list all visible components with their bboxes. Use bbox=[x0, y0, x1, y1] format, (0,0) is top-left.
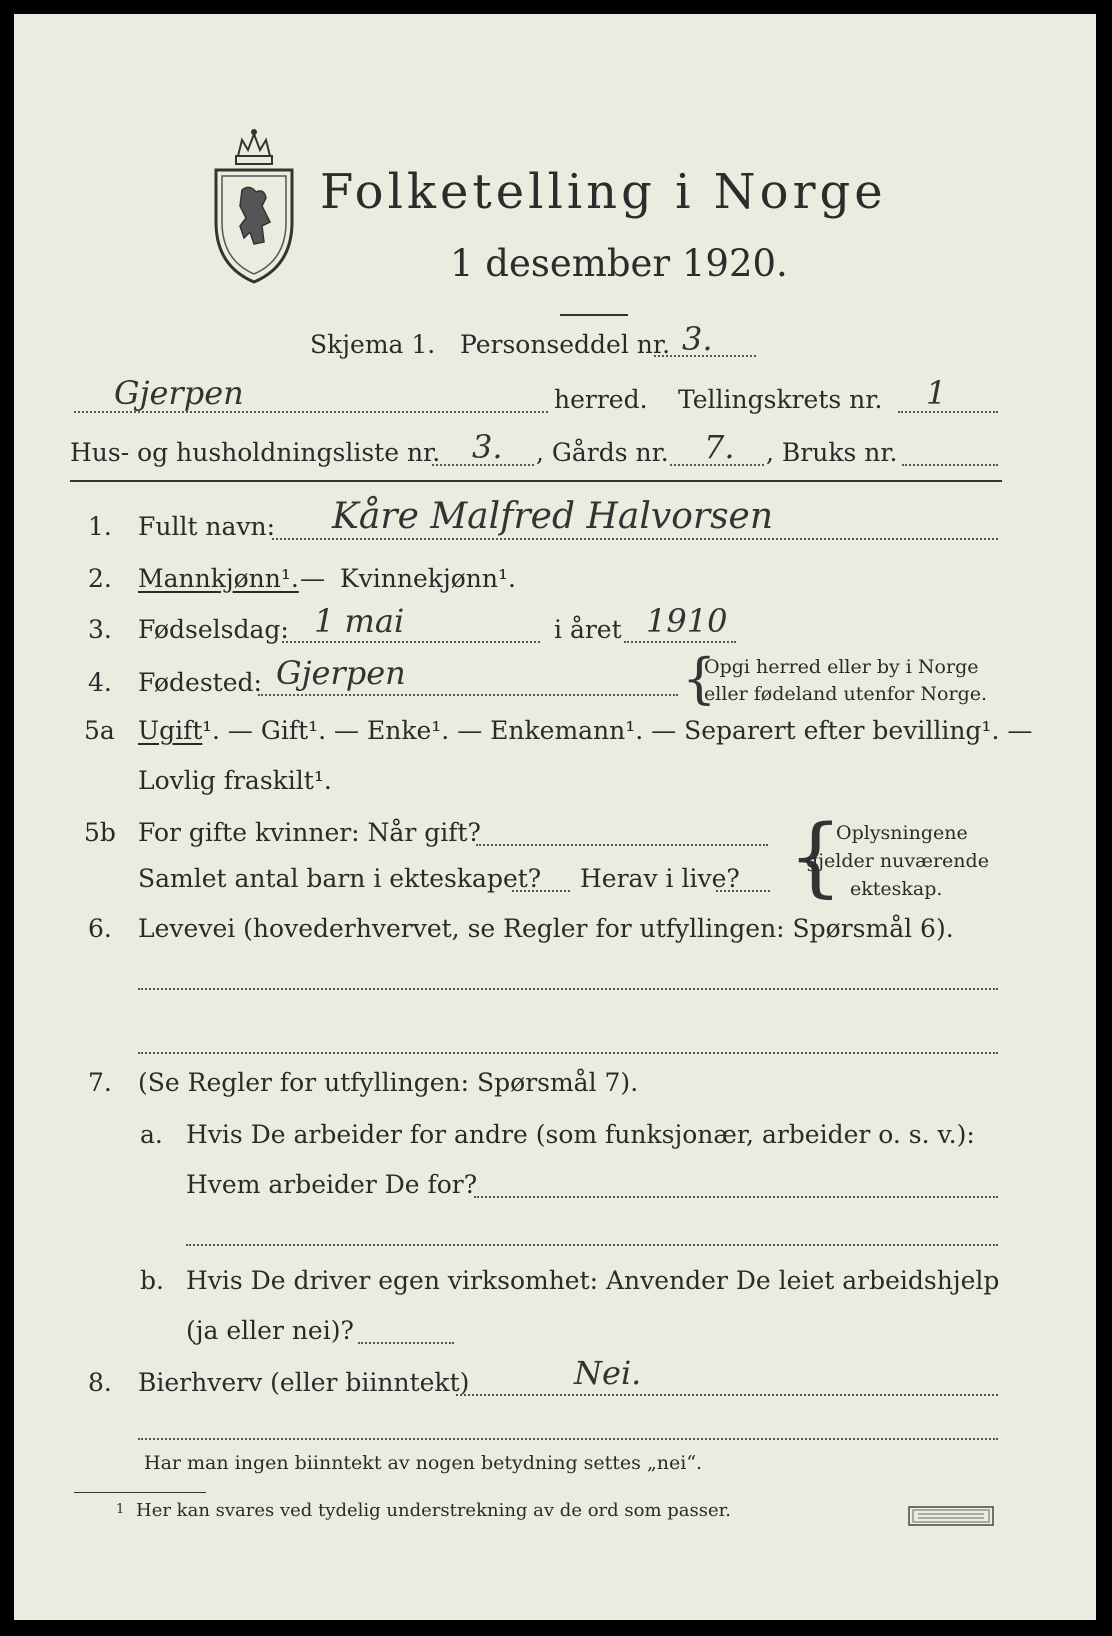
married-when-field[interactable] bbox=[476, 844, 768, 846]
gender-female-option[interactable]: Kvinnekjønn¹. bbox=[340, 564, 516, 593]
q1-label: Fullt navn: bbox=[138, 512, 276, 541]
married-when-label: For gifte kvinner: Når gift? bbox=[138, 818, 481, 847]
birth-year-value: 1910 bbox=[646, 602, 728, 640]
q3-label: Fødselsdag: bbox=[138, 615, 289, 644]
q4-brace: { bbox=[682, 647, 717, 710]
census-date: 1 desember 1920. bbox=[450, 242, 788, 285]
gards-label: , Gårds nr. bbox=[536, 438, 669, 467]
bruks-field[interactable] bbox=[902, 464, 998, 466]
side-income-value: Nei. bbox=[574, 1354, 642, 1392]
birthplace-note-2: eller fødeland utenfor Norge. bbox=[704, 683, 988, 705]
full-name-field[interactable] bbox=[272, 538, 998, 540]
q7-label: (Se Regler for utfyllingen: Spørsmål 7). bbox=[138, 1068, 639, 1097]
tellingskrets-field[interactable] bbox=[898, 411, 998, 413]
q6-number: 6. bbox=[88, 914, 112, 943]
printer-stamp-icon bbox=[908, 1504, 994, 1528]
birthplace-value: Gjerpen bbox=[276, 654, 406, 692]
employer-field-2[interactable] bbox=[186, 1244, 998, 1246]
q7a-line2: Hvem arbeider De for? bbox=[186, 1170, 478, 1199]
occupation-field-2[interactable] bbox=[138, 1052, 998, 1054]
q3-number: 3. bbox=[88, 615, 112, 644]
side-income-field-2[interactable] bbox=[138, 1438, 998, 1440]
children-field[interactable] bbox=[512, 890, 570, 892]
herred-value: Gjerpen bbox=[114, 374, 244, 412]
q8-label: Bierhverv (eller biinntekt) bbox=[138, 1368, 470, 1397]
q2-number: 2. bbox=[88, 564, 112, 593]
q8-number: 8. bbox=[88, 1368, 112, 1397]
personseddel-value: 3. bbox=[682, 320, 713, 358]
marital-options[interactable]: ¹. — Gift¹. — Enke¹. — Enkemann¹. — Separert efter bevilling¹. — bbox=[202, 716, 1033, 745]
birthplace-field[interactable] bbox=[258, 694, 678, 696]
hired-help-field[interactable] bbox=[358, 1342, 454, 1344]
footnote-mark: 1 bbox=[116, 1502, 125, 1517]
schema-label: Skjema 1. bbox=[310, 330, 436, 359]
tellingskrets-label: Tellingskrets nr. bbox=[678, 385, 883, 414]
q5b-brace: { bbox=[788, 807, 843, 907]
birthday-field[interactable] bbox=[282, 641, 540, 643]
tellingskrets-value: 1 bbox=[926, 374, 947, 412]
gards-value: 7. bbox=[704, 428, 735, 466]
q7a-line1: Hvis De arbeider for andre (som funksjonær, arbeider o. s. v.): bbox=[186, 1120, 975, 1149]
side-income-note: Har man ingen biinntekt av nogen betydning settes „nei“. bbox=[144, 1452, 703, 1474]
footnote-divider bbox=[74, 1492, 206, 1493]
q7-number: 7. bbox=[88, 1068, 112, 1097]
q4-number: 4. bbox=[88, 668, 112, 697]
q5a-number: 5a bbox=[84, 716, 115, 745]
q5b-number: 5b bbox=[84, 818, 116, 847]
q7b-line2: (ja eller nei)? bbox=[186, 1316, 354, 1345]
marriage-note-3: ekteskap. bbox=[850, 878, 943, 900]
children-label: Samlet antal barn i ekteskapet? bbox=[138, 864, 542, 893]
title-divider bbox=[560, 314, 628, 316]
birth-year-field[interactable] bbox=[624, 641, 736, 643]
census-form bbox=[14, 14, 1096, 1620]
header-separator bbox=[70, 480, 1002, 482]
coat-of-arms-icon bbox=[204, 126, 304, 286]
q7b-line1: Hvis De driver egen virksomhet: Anvender De leiet arbeidshjelp bbox=[186, 1266, 1000, 1295]
occupation-field-1[interactable] bbox=[138, 988, 998, 990]
employer-field-1[interactable] bbox=[474, 1196, 998, 1198]
birthday-value: 1 mai bbox=[314, 602, 405, 640]
q6-label: Levevei (hovederhvervet, se Regler for utfyllingen: Spørsmål 6). bbox=[138, 914, 954, 943]
bruks-label: , Bruks nr. bbox=[766, 438, 898, 467]
personseddel-label: Personseddel nr. bbox=[460, 330, 671, 359]
marital-divorced-option[interactable]: Lovlig fraskilt¹. bbox=[138, 766, 332, 795]
alive-field[interactable] bbox=[716, 890, 770, 892]
full-name-value: Kåre Malfred Halvorsen bbox=[332, 496, 774, 537]
marriage-note-2: gjelder nuværende bbox=[806, 850, 989, 872]
marriage-note-1: Oplysningene bbox=[836, 822, 968, 844]
q7b-number: b. bbox=[140, 1266, 164, 1295]
birthplace-note-1: Opgi herred eller by i Norge bbox=[704, 656, 979, 678]
q7a-number: a. bbox=[140, 1120, 163, 1149]
side-income-field[interactable] bbox=[456, 1394, 998, 1396]
herred-label: herred. bbox=[554, 385, 648, 414]
footnote-text: Her kan svares ved tydelig understrekning av de ord som passer. bbox=[136, 1500, 731, 1521]
hus-value: 3. bbox=[472, 428, 503, 466]
year-label: i året bbox=[554, 615, 622, 644]
alive-label: Herav i live? bbox=[580, 864, 740, 893]
q4-label: Fødested: bbox=[138, 668, 262, 697]
form-title: Folketelling i Norge bbox=[320, 164, 887, 220]
q1-number: 1. bbox=[88, 512, 112, 541]
hus-label: Hus- og husholdningsliste nr. bbox=[70, 438, 441, 467]
marital-unmarried-option[interactable]: Ugift bbox=[138, 716, 203, 745]
gender-male-option[interactable]: Mannkjønn¹. bbox=[138, 564, 299, 593]
gender-separator: — bbox=[300, 564, 325, 593]
